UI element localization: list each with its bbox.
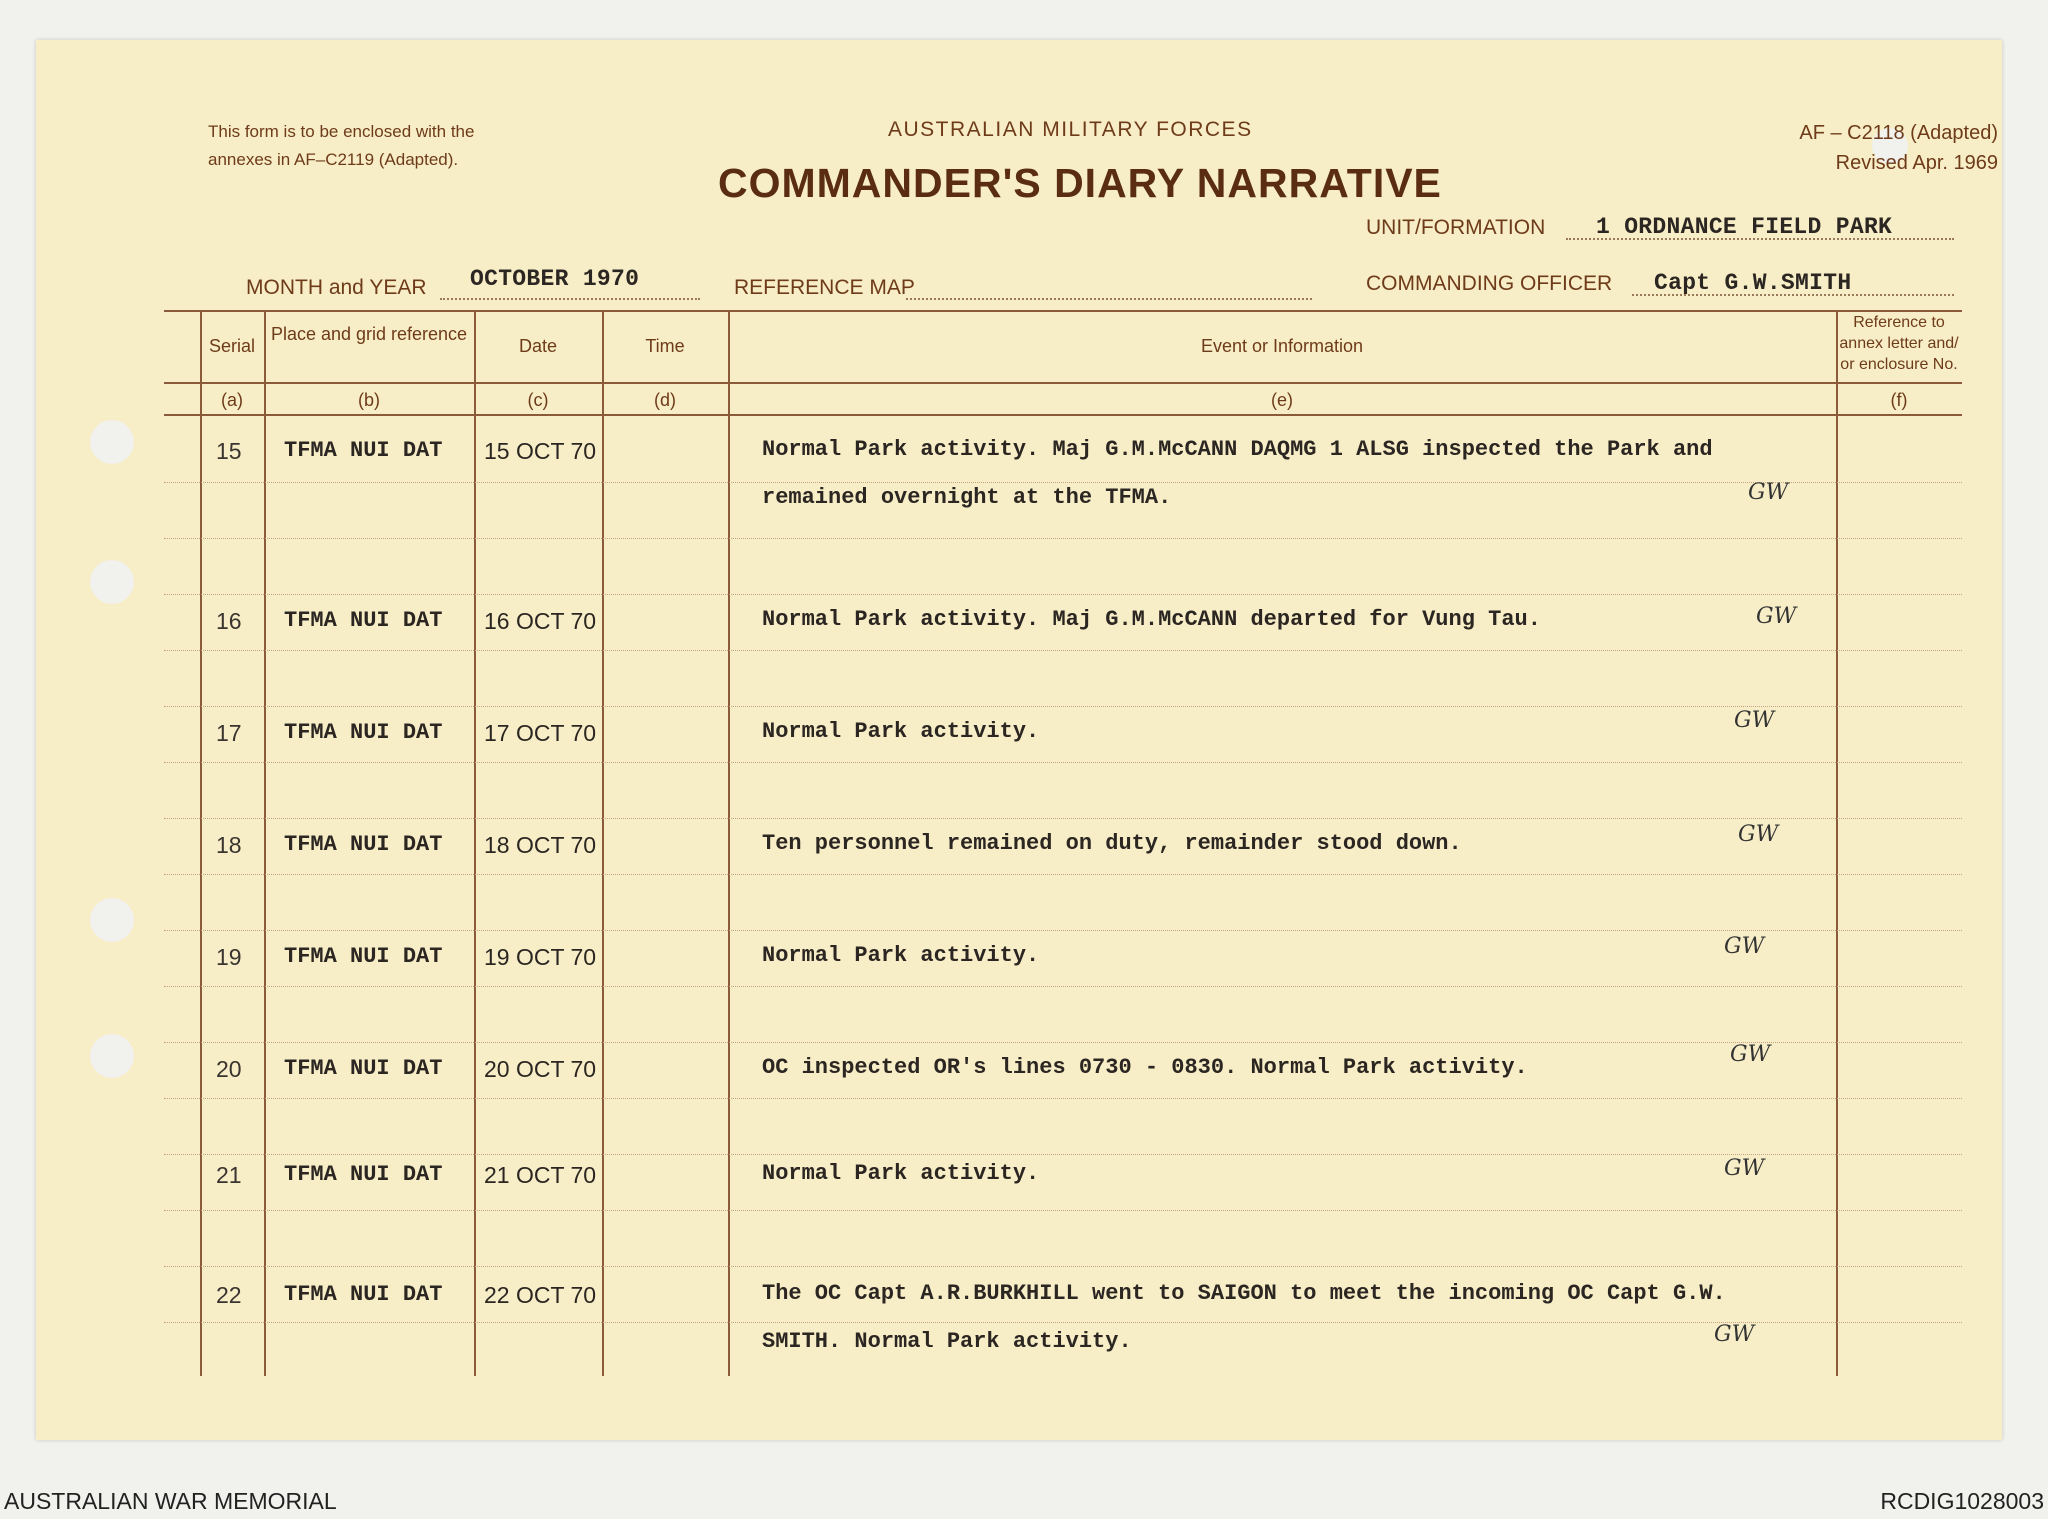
col-letter-e: (e)	[1271, 390, 1293, 410]
ruled-line	[164, 706, 1962, 707]
row-initials: GW	[1724, 934, 1765, 959]
col-letter-a: (a)	[221, 390, 243, 410]
col-header-event: Event or Information	[1200, 336, 1364, 356]
row-serial: 22	[216, 1282, 242, 1308]
row-date: 19 OCT 70	[484, 944, 597, 970]
ruled-line	[164, 650, 1962, 651]
row-place: TFMA NUI DAT	[284, 608, 443, 633]
row-serial: 16	[216, 608, 242, 634]
ruled-line	[164, 1266, 1962, 1267]
row-serial: 15	[216, 438, 242, 464]
col-header-serial: Serial	[208, 336, 256, 356]
ruled-line	[164, 538, 1962, 539]
form-number	[1799, 118, 1998, 178]
column-divider	[602, 310, 604, 1376]
col-header-reference: Reference to annex letter and/ or enclosure No.	[1839, 314, 1959, 373]
commanding-officer-value: Capt G.W.SMITH	[1654, 270, 1852, 296]
row-initials: GW	[1748, 480, 1789, 505]
row-place: TFMA NUI DAT	[284, 832, 443, 857]
row-date: 22 OCT 70	[484, 1282, 597, 1308]
ruled-line	[164, 594, 1962, 595]
ruled-line	[164, 762, 1962, 763]
punch-hole	[90, 560, 134, 604]
letters-divider	[164, 414, 1962, 416]
row-initials: GW	[1714, 1322, 1755, 1347]
row-place: TFMA NUI DAT	[284, 944, 443, 969]
enclosure-note-line2: annexes in AF–C2119 (Adapted).	[208, 150, 459, 169]
row-event: Normal Park activity.	[762, 943, 1040, 968]
form-revised-date: Revised Apr. 1969	[1835, 152, 1998, 174]
row-date: 15 OCT 70	[484, 438, 597, 464]
row-date: 16 OCT 70	[484, 608, 597, 634]
row-place: TFMA NUI DAT	[284, 1056, 443, 1081]
record-id: RCDIG1028003	[1880, 1488, 2044, 1514]
row-event: Ten personnel remained on duty, remainder stood down.	[762, 831, 1462, 856]
ruled-line	[164, 818, 1962, 819]
punch-hole	[90, 420, 134, 464]
row-serial: 19	[216, 944, 242, 970]
ruled-line	[164, 874, 1962, 875]
punch-hole	[90, 1034, 134, 1078]
row-serial: 18	[216, 832, 242, 858]
row-place: TFMA NUI DAT	[284, 438, 443, 463]
row-date: 20 OCT 70	[484, 1056, 597, 1082]
row-initials: GW	[1738, 822, 1779, 847]
row-initials: GW	[1724, 1156, 1765, 1181]
enclosure-note	[208, 118, 474, 174]
col-letter-c: (c)	[527, 390, 549, 410]
column-divider	[474, 310, 476, 1376]
row-event: Normal Park activity.	[762, 1161, 1040, 1186]
archive-credit: AUSTRALIAN WAR MEMORIAL	[4, 1488, 337, 1514]
row-date: 17 OCT 70	[484, 720, 597, 746]
column-divider	[728, 310, 730, 1376]
ruled-line	[164, 986, 1962, 987]
row-event: OC inspected OR's lines 0730 - 0830. Normal Park activity.	[762, 1055, 1528, 1080]
ruled-line	[164, 1098, 1962, 1099]
ruled-line	[164, 1154, 1962, 1155]
col-header-time: Time	[645, 336, 685, 356]
col-letter-f: (f)	[1890, 390, 1908, 410]
row-place: TFMA NUI DAT	[284, 1282, 443, 1307]
col-header-place: Place and grid reference	[270, 324, 468, 344]
col-letter-d: (d)	[654, 390, 676, 410]
row-date: 21 OCT 70	[484, 1162, 597, 1188]
row-serial: 17	[216, 720, 242, 746]
column-divider	[200, 310, 202, 1376]
row-initials: GW	[1730, 1042, 1771, 1067]
commanding-officer-label: COMMANDING OFFICER	[1366, 272, 1613, 295]
unit-label: UNIT/FORMATION	[1366, 216, 1546, 239]
reference-map-label: REFERENCE MAP	[734, 276, 915, 299]
col-header-date: Date	[518, 336, 558, 356]
row-place: TFMA NUI DAT	[284, 1162, 443, 1187]
punch-hole	[90, 898, 134, 942]
row-serial: 20	[216, 1056, 242, 1082]
enclosure-note-line1: This form is to be enclosed with the	[208, 122, 475, 141]
month-label: MONTH and YEAR	[246, 276, 427, 299]
ruled-line	[164, 930, 1962, 931]
row-event: Normal Park activity. Maj G.M.McCANN departed for Vung Tau.	[762, 607, 1541, 632]
ruled-line	[164, 1210, 1962, 1211]
row-initials: GW	[1756, 604, 1797, 629]
column-divider	[1836, 310, 1838, 1376]
column-divider	[264, 310, 266, 1376]
row-place: TFMA NUI DAT	[284, 720, 443, 745]
row-event: Normal Park activity. Maj G.M.McCANN DAQMG 1 ALSG inspected the Park and remained overnight at the TFMA.	[762, 437, 1713, 510]
unit-value: 1 ORDNANCE FIELD PARK	[1596, 214, 1893, 240]
row-event: The OC Capt A.R.BURKHILL went to SAIGON to meet the incoming OC Capt G.W. SMITH. Normal Park activity.	[762, 1281, 1726, 1354]
agency-name: AUSTRALIAN MILITARY FORCES	[888, 118, 1253, 141]
row-serial: 21	[216, 1162, 242, 1188]
col-letter-b: (b)	[358, 390, 380, 410]
month-value: OCTOBER 1970	[470, 266, 640, 292]
row-event: Normal Park activity.	[762, 719, 1040, 744]
row-date: 18 OCT 70	[484, 832, 597, 858]
header-divider	[164, 382, 1962, 384]
diary-table	[164, 270, 1962, 1376]
table-top-border	[164, 310, 1962, 312]
ruled-line	[164, 1042, 1962, 1043]
page-title: COMMANDER'S DIARY NARRATIVE	[718, 160, 1442, 206]
form-number-code: AF – C2118 (Adapted)	[1799, 122, 1998, 144]
row-initials: GW	[1734, 708, 1775, 733]
